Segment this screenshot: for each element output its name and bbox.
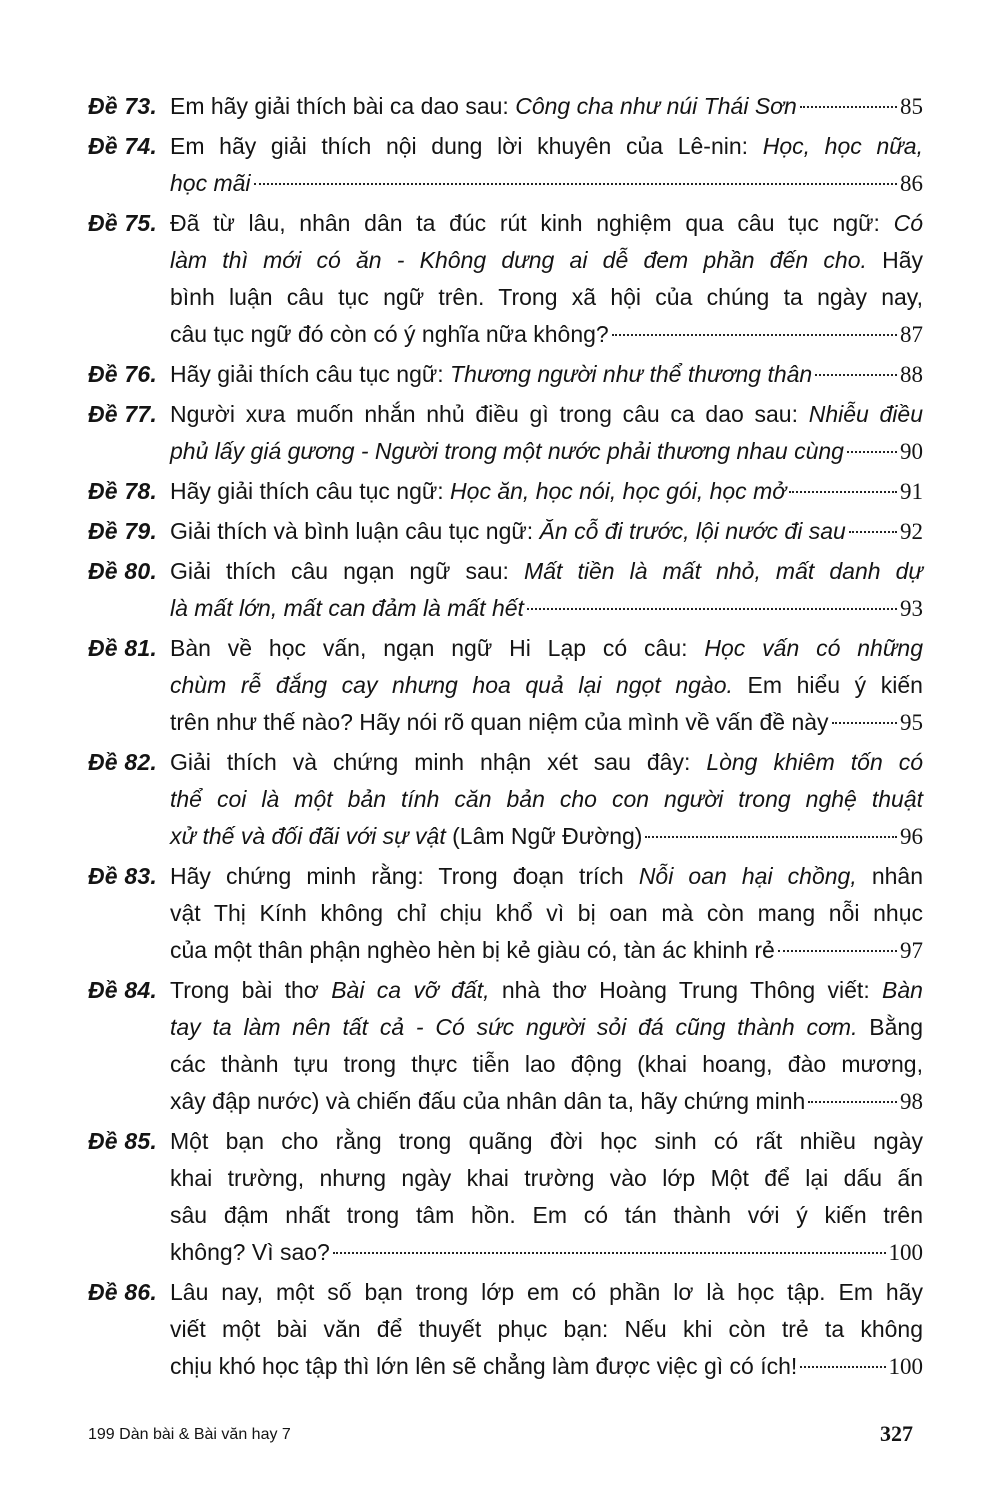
dot-leader: [333, 1252, 886, 1254]
entry-text-segment: Em hãy giải thích bài ca dao sau:: [170, 93, 516, 119]
entry-text-segment: khai trường, nhưng ngày khai trường vào lớp Một để lại dấu ấn: [170, 1165, 923, 1191]
entry-label: Đề 73.: [88, 93, 157, 119]
dot-leader: [832, 722, 897, 724]
entry-line: [170, 279, 923, 316]
toc-entry: [88, 396, 923, 470]
entry-line: [170, 513, 923, 550]
entry-line: [170, 1234, 923, 1271]
entry-line: [170, 205, 923, 242]
entry-text-segment: không? Vì sao?: [170, 1239, 330, 1265]
page-ref: 86: [900, 171, 923, 196]
toc-entry: [88, 513, 923, 550]
entry-label: Đề 81.: [88, 635, 157, 661]
toc-entry: [88, 1123, 923, 1271]
italic-quote: Học vấn có những: [704, 635, 923, 661]
entry-text-segment: Trong bài thơ: [170, 977, 332, 1003]
dot-leader: [815, 374, 897, 376]
entry-text: [170, 1123, 923, 1271]
entry-text-segment: xây đập nước) và chiến đấu của nhân dân ta, hãy chứng minh: [170, 1088, 806, 1114]
entry-label: Đề 77.: [88, 401, 157, 427]
entry-line: [170, 630, 923, 667]
entry-line: [170, 858, 923, 895]
dot-leader: [645, 836, 897, 838]
entry-text-segment: trên như thế nào? Hãy nói rõ quan niệm của mình về vấn đề này: [170, 709, 829, 735]
entry-text-segment: câu tục ngữ đó còn có ý nghĩa nữa không?: [170, 321, 609, 347]
entry-text-segment: nhân: [856, 863, 923, 889]
entry-text-segment: Đã từ lâu, nhân dân ta đúc rút kinh nghiệm qua câu tục ngữ:: [170, 210, 894, 236]
page-ref: 96: [900, 824, 923, 849]
entry-text-segment: Một bạn cho rằng trong quãng đời học sinh có rất nhiều ngày: [170, 1128, 923, 1154]
entry-text-segment: của một thân phận nghèo hèn bị kẻ giàu có, tàn ác khinh rẻ: [170, 937, 775, 963]
entry-line: [170, 165, 923, 202]
italic-quote: phủ lấy giá gương - Người trong một nước phải thương nhau cùng: [170, 438, 844, 464]
toc-entry: [88, 1274, 923, 1385]
entry-line: [170, 356, 923, 393]
dot-leader: [847, 451, 897, 453]
entry-text-segment: sâu đậm nhất trong tâm hồn. Em có tán thành với ý kiến trên: [170, 1202, 923, 1228]
page-number: 327: [880, 1421, 913, 1446]
toc-entry: [88, 630, 923, 741]
entry-line: [170, 781, 923, 818]
italic-quote: Nhiễu điều: [808, 401, 924, 427]
page-ref: 85: [900, 94, 923, 119]
entry-line: [170, 1083, 923, 1120]
entry-label: Đề 84.: [88, 977, 157, 1003]
toc-entry: [88, 128, 923, 202]
dot-leader: [254, 183, 897, 185]
entry-line: [170, 1009, 923, 1046]
entry-line: [170, 932, 923, 969]
toc-entry: [88, 473, 923, 510]
toc-entry: [88, 88, 923, 125]
entry-text-segment: vật Thị Kính không chỉ chịu khổ vì bị oan mà còn mang nỗi nhục: [170, 900, 923, 926]
entry-line: [170, 667, 923, 704]
page-ref: 93: [900, 596, 923, 621]
entry-text-segment: Giải thích và chứng minh nhận xét sau đây:: [170, 749, 707, 775]
entry-label: Đề 85.: [88, 1128, 157, 1154]
toc-entry: [88, 205, 923, 353]
page-ref: 98: [900, 1089, 923, 1114]
entry-text: [170, 972, 923, 1120]
book-title-footer: 199 Dàn bài & Bài văn hay 7: [88, 1426, 291, 1443]
toc-entry: [88, 356, 923, 393]
entry-line: [170, 895, 923, 932]
dot-leader: [789, 491, 897, 493]
page-ref: 91: [900, 479, 923, 504]
italic-quote: làm thì mới có ăn - Không dưng ai dễ đem phần đến cho.: [170, 247, 867, 273]
toc-entry: [88, 858, 923, 969]
toc-entry: [88, 744, 923, 855]
entry-text: [170, 205, 923, 353]
toc-entry: [88, 553, 923, 627]
dot-leader: [808, 1101, 897, 1103]
entry-text-segment: Em hiểu ý kiến: [732, 672, 923, 698]
entry-text: [170, 473, 923, 510]
entry-line: [170, 1160, 923, 1197]
italic-quote: Bài ca vỡ đất,: [331, 977, 490, 1003]
entry-text-segment: Hãy giải thích câu tục ngữ:: [170, 478, 451, 504]
page-ref: 95: [900, 710, 923, 735]
page-ref: 92: [900, 519, 923, 544]
entry-line: [170, 1348, 923, 1385]
entry-line: [170, 128, 923, 165]
entry-text-segment: Em hãy giải thích nội dung lời khuyên của Lê-nin:: [170, 133, 763, 159]
italic-quote: tay ta làm nên tất cả - Có sức người sỏi đá cũng thành cơm.: [170, 1014, 858, 1040]
entry-text: [170, 88, 923, 125]
dot-leader: [612, 334, 897, 336]
italic-quote: Thương người như thể thương thân: [450, 361, 813, 387]
entry-label: Đề 83.: [88, 863, 157, 889]
entry-label: Đề 78.: [88, 478, 157, 504]
italic-quote: Công cha như núi Thái Sơn: [515, 93, 797, 119]
entry-line: [170, 1311, 923, 1348]
entry-line: [170, 818, 923, 855]
entry-text-segment: Hãy: [866, 247, 923, 273]
entry-label: Đề 79.: [88, 518, 157, 544]
entry-text-segment: nhà thơ Hoàng Trung Thông viết:: [489, 977, 883, 1003]
italic-quote: Có: [893, 210, 923, 236]
italic-quote: chùm rễ đắng cay nhưng hoa quả lại ngọt ngào.: [170, 672, 733, 698]
dot-leader: [849, 531, 897, 533]
dot-leader: [800, 106, 897, 108]
entry-line: [170, 972, 923, 1009]
entry-text-segment: Bằng: [857, 1014, 923, 1040]
page-ref: 100: [888, 1240, 923, 1265]
italic-quote: là mất lớn, mất can đảm là mất hết: [170, 595, 524, 621]
entry-text: [170, 744, 923, 855]
entry-label: Đề 80.: [88, 558, 157, 584]
entry-label: Đề 82.: [88, 749, 157, 775]
entry-line: [170, 1123, 923, 1160]
entry-text: [170, 858, 923, 969]
entry-text: [170, 128, 923, 202]
entry-line: [170, 1046, 923, 1083]
entry-text: [170, 513, 923, 550]
entry-line: [170, 704, 923, 741]
entry-text-segment: Bàn về học vấn, ngạn ngữ Hi Lạp có câu:: [170, 635, 705, 661]
entry-line: [170, 433, 923, 470]
italic-quote: Học, học nữa,: [762, 133, 923, 159]
entry-text-segment: Hãy chứng minh rằng: Trong đoạn trích: [170, 863, 639, 889]
entry-line: [170, 1274, 923, 1311]
entry-text-segment: bình luận câu tục ngữ trên. Trong xã hội của chúng ta ngày nay,: [170, 284, 923, 310]
page-ref: 100: [888, 1354, 923, 1379]
page-ref: 88: [900, 362, 923, 387]
entry-text-segment: Lâu nay, một số bạn trong lớp em có phần lơ là học tập. Em hãy: [170, 1279, 923, 1305]
italic-quote: xử thế và đối đãi với sự vật: [170, 823, 446, 849]
entry-text-segment: Người xưa muốn nhắn nhủ điều gì trong câu ca dao sau:: [170, 401, 809, 427]
italic-quote: học mãi: [170, 170, 251, 196]
entry-text: [170, 356, 923, 393]
entry-text: [170, 396, 923, 470]
entry-line: [170, 473, 923, 510]
entry-text: [170, 553, 923, 627]
entry-text-segment: các thành tựu trong thực tiễn lao động (khai hoang, đào mương,: [170, 1051, 923, 1077]
entry-line: [170, 316, 923, 353]
entry-line: [170, 1197, 923, 1234]
dot-leader: [527, 608, 897, 610]
italic-quote: Ăn cỗ đi trước, lội nước đi sau: [539, 518, 846, 544]
entry-label: Đề 74.: [88, 133, 157, 159]
entry-line: [170, 553, 923, 590]
italic-quote: Nỗi oan hại chồng,: [638, 863, 857, 889]
dot-leader: [800, 1366, 885, 1368]
italic-quote: Lòng khiêm tốn có: [706, 749, 923, 775]
entry-line: [170, 242, 923, 279]
dot-leader: [778, 950, 897, 952]
page-ref: 97: [900, 938, 923, 963]
italic-quote: Học ăn, học nói, học gói, học mở: [450, 478, 787, 504]
entry-text-segment: Giải thích câu ngạn ngữ sau:: [170, 558, 525, 584]
entry-line: [170, 88, 923, 125]
entry-line: [170, 744, 923, 781]
entry-line: [170, 590, 923, 627]
page-ref: 90: [900, 439, 923, 464]
entry-label: Đề 75.: [88, 210, 157, 236]
page-ref: 87: [900, 322, 923, 347]
italic-quote: thể coi là một bản tính căn bản cho con người trong nghệ thuật: [170, 786, 923, 812]
entry-text: [170, 630, 923, 741]
entry-text-segment: Hãy giải thích câu tục ngữ:: [170, 361, 451, 387]
entry-text-segment: Giải thích và bình luận câu tục ngữ:: [170, 518, 540, 544]
entry-text-segment: chịu khó học tập thì lớn lên sẽ chẳng làm được việc gì có ích!: [170, 1353, 798, 1379]
italic-quote: Bàn: [882, 977, 923, 1003]
italic-quote: Mất tiền là mất nhỏ, mất danh dự: [524, 558, 923, 584]
toc-entry: [88, 972, 923, 1120]
entry-text-segment: (Lâm Ngữ Đường): [445, 823, 643, 849]
entry-text: [170, 1274, 923, 1385]
entry-line: [170, 396, 923, 433]
entry-label: Đề 76.: [88, 361, 157, 387]
table-of-contents: [88, 88, 923, 1388]
entry-text-segment: viết một bài văn để thuyết phục bạn: Nếu khi còn trẻ ta không: [170, 1316, 923, 1342]
entry-label: Đề 86.: [88, 1279, 157, 1305]
